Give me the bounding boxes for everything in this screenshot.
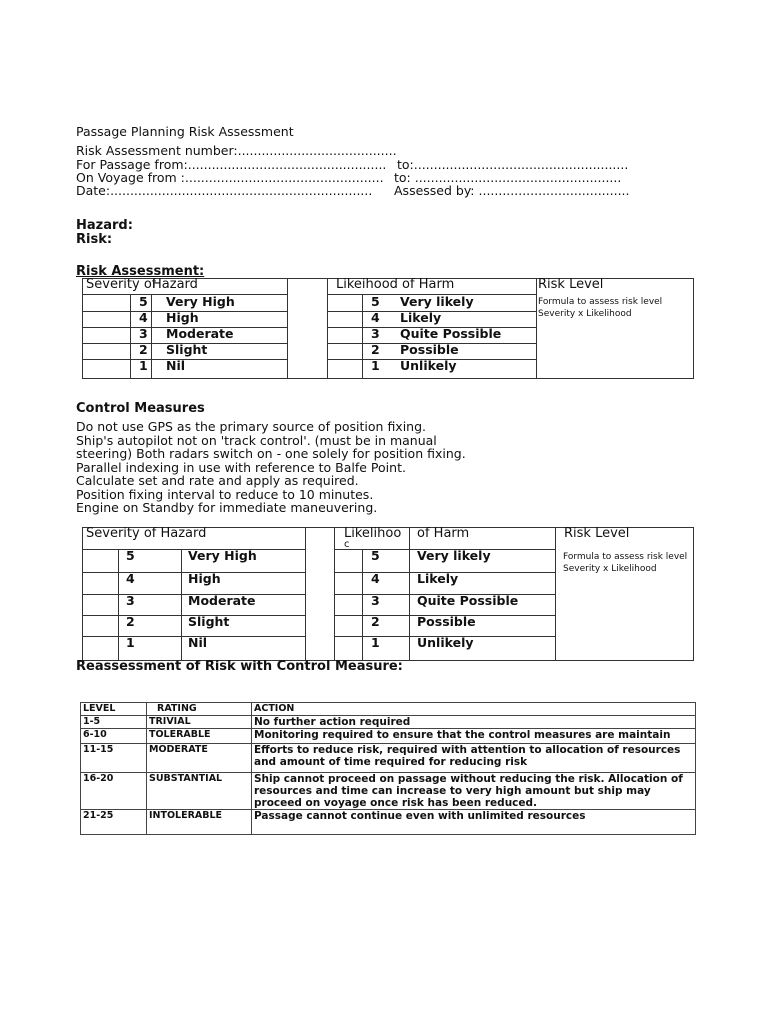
action-line: proceed on voyage once risk has been reduced. (254, 797, 538, 809)
t1-sev-num: 1 (139, 358, 148, 373)
action-line: Ship cannot proceed on passage without reducing the risk. Allocation of (254, 773, 683, 785)
t2-lik-label: Likely (417, 571, 459, 586)
t1-sev-num: 4 (139, 310, 148, 325)
t2-sev-num: 1 (126, 635, 135, 650)
t1-risk-level-header: Risk Level (538, 277, 604, 292)
level-cell: 16-20 (81, 773, 147, 810)
t2-lik-label: Quite Possible (417, 593, 519, 608)
t1-lik-num: 1 (371, 358, 380, 373)
t1-lik-label: Quite Possible (400, 326, 502, 341)
t2-sev-label: Moderate (188, 593, 256, 608)
action-cell (252, 773, 696, 810)
control-measures-heading: Control Measures (76, 401, 205, 416)
risk-assessment-heading: Risk Assessment: (76, 264, 205, 279)
t2-sev-label: Nil (188, 635, 208, 650)
risk-levels-table (80, 702, 696, 835)
assessed-by-field: Assessed by: ...................................... (394, 183, 630, 198)
t2-lik-num: 4 (371, 571, 380, 586)
t1-lik-num: 4 (371, 310, 380, 325)
t2-sev-label: High (188, 571, 221, 586)
t2-lik-label: Unlikely (417, 635, 474, 650)
level-cell: 6-10 (81, 729, 147, 744)
t1-sev-num: 2 (139, 342, 148, 357)
control-measure-line: steering) Both radars switch on - one solely for position fixing. (76, 446, 466, 461)
level-cell: 1-5 (81, 716, 147, 729)
level-cell: 11-15 (81, 744, 147, 773)
t2-severity-header: Severity of Hazard (86, 526, 207, 541)
page-title: Passage Planning Risk Assessment (76, 124, 294, 139)
level-cell: 21-25 (81, 810, 147, 835)
action-line: and amount of time required for reducing risk (254, 756, 528, 768)
t1-sev-label: Slight (166, 342, 208, 357)
voyage-to-field: to: .................................................... (394, 170, 622, 185)
table-row (81, 729, 696, 744)
passage-to-field: to:...................................................... (397, 157, 629, 172)
t2-risk-level-header: Risk Level (564, 526, 630, 541)
t2-sev-num: 2 (126, 614, 135, 629)
control-measure-line: Parallel indexing in use with reference to Balfe Point. (76, 460, 406, 475)
control-measure-line: Do not use GPS as the primary source of position fixing. (76, 419, 427, 434)
voyage-from-field: On Voyage from :.................................................. (76, 170, 384, 185)
action-cell: No further action required (252, 716, 696, 729)
reassessment-heading: Reassessment of Risk with Control Measure: (76, 659, 403, 674)
control-measure-line: Position fixing interval to reduce to 10 minutes. (76, 487, 374, 502)
t2-lik-label: Very likely (417, 548, 491, 563)
t1-likelihood-header: Likeihood of Harm (336, 277, 455, 292)
table-row (81, 716, 696, 729)
t2-lik-num: 3 (371, 593, 380, 608)
t1-lik-label: Likely (400, 310, 442, 325)
t1-hazard-header: Hazard (152, 277, 198, 292)
t1-severity-header: Severity of (86, 278, 157, 292)
t2-likelihood-header-c: of Harm (417, 526, 470, 541)
t1-lik-label: Possible (400, 342, 459, 357)
t2-sev-num: 4 (126, 571, 135, 586)
t1-sev-label: Nil (166, 358, 186, 373)
table-row (81, 810, 696, 835)
t1-sev-label: High (166, 310, 199, 325)
passage-from-field: For Passage from:.................................................. (76, 157, 387, 172)
t2-lik-num: 1 (371, 635, 380, 650)
control-measure-line: Engine on Standby for immediate maneuvering. (76, 500, 378, 515)
t2-likelihood-header-b: c (344, 539, 350, 550)
t2-formula-line1: Formula to assess risk level (563, 552, 688, 562)
rating-cell: INTOLERABLE (147, 810, 252, 835)
action-cell: Passage cannot continue even with unlimited resources (252, 810, 696, 835)
t2-sev-num: 5 (126, 548, 135, 563)
control-measure-line: Calculate set and rate and apply as required. (76, 473, 359, 488)
t1-sev-label: Very High (166, 294, 235, 309)
action-header: ACTION (252, 703, 696, 716)
t1-sev-num: 3 (139, 326, 148, 341)
table-row (81, 744, 696, 773)
control-measure-line: Ship's autopilot not on 'track control'. (must be in manual (76, 433, 437, 448)
t1-lik-label: Unlikely (400, 358, 457, 373)
t1-sev-num: 5 (139, 294, 148, 309)
level-header: LEVEL (81, 703, 147, 716)
t1-sev-label: Moderate (166, 326, 234, 341)
t2-sev-label: Very High (188, 548, 257, 563)
action-line: Efforts to reduce risk, required with attention to allocation of resources (254, 744, 681, 756)
t1-lik-num: 5 (371, 294, 380, 309)
action-cell: Monitoring required to ensure that the control measures are maintain (252, 729, 696, 744)
t2-lik-num: 2 (371, 614, 380, 629)
t2-lik-label: Possible (417, 614, 476, 629)
risk-label: Risk: (76, 232, 113, 247)
rating-cell: MODERATE (147, 744, 252, 773)
table-row (81, 773, 696, 810)
t1-lik-num: 2 (371, 342, 380, 357)
rating-header: RATING (147, 703, 252, 716)
t2-sev-num: 3 (126, 593, 135, 608)
t1-formula-line2: Severity x Likelihood (538, 309, 632, 319)
t2-sev-label: Slight (188, 614, 230, 629)
t2-formula-line2: Severity x Likelihood (563, 564, 657, 574)
t1-lik-label: Very likely (400, 294, 474, 309)
rating-cell: TRIVIAL (147, 716, 252, 729)
action-line: resources and time can increase to very high amount but ship may (254, 785, 651, 797)
hazard-label: Hazard: (76, 218, 133, 233)
t2-likelihood-header-a: Likelihoo (344, 526, 402, 541)
t1-lik-num: 3 (371, 326, 380, 341)
t2-lik-num: 5 (371, 548, 380, 563)
rating-cell: TOLERABLE (147, 729, 252, 744)
table-header-row (81, 703, 696, 716)
rating-cell: SUBSTANTIAL (147, 773, 252, 810)
date-field: Date:.................................................................. (76, 183, 373, 198)
action-cell (252, 744, 696, 773)
t1-formula-line1: Formula to assess risk level (538, 297, 663, 307)
assessment-number-field: Risk Assessment number:........................................ (76, 143, 397, 158)
